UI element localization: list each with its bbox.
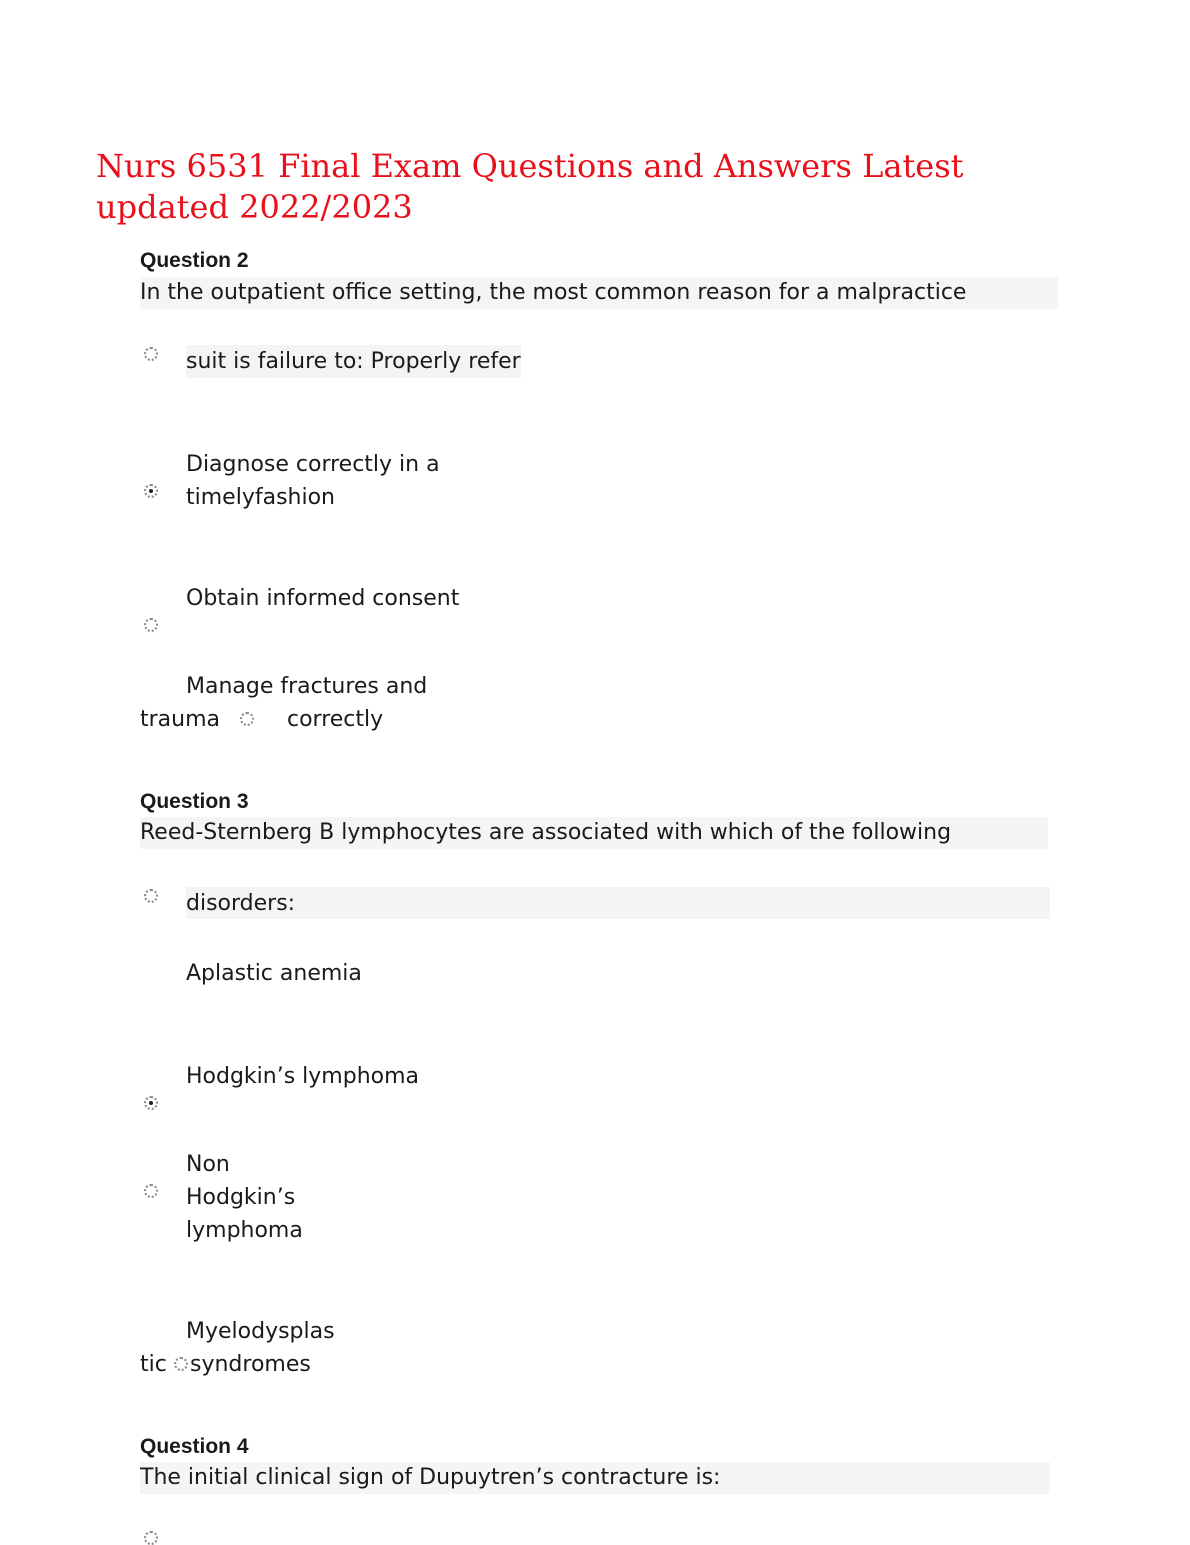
- q3-option-5-label-line1: Myelodysplas: [186, 1319, 335, 1344]
- q2-option-1-radio[interactable]: [144, 347, 158, 361]
- q2-option-4-label-line1: Manage fractures and: [186, 674, 428, 699]
- q3-option-2-label: Aplastic anemia: [186, 961, 362, 986]
- q3-option-5-label-line3: syndromes: [190, 1352, 311, 1377]
- q2-option-3-radio[interactable]: [144, 618, 158, 632]
- q3-option-3-radio[interactable]: [144, 1096, 158, 1110]
- q2-option-4-radio[interactable]: [240, 712, 254, 726]
- document-title: Nurs 6531 Final Exam Questions and Answers Latest updated 2022/2023: [96, 147, 964, 226]
- q3-option-3-label: Hodgkin’s lymphoma: [186, 1064, 420, 1089]
- question-3-heading: Question 3: [140, 790, 249, 813]
- q4-option-1-radio[interactable]: [144, 1531, 158, 1545]
- q3-option-5-radio[interactable]: [174, 1357, 188, 1371]
- question-2-text: In the outpatient office setting, the most common reason for a malpractice: [140, 277, 1058, 309]
- question-4-heading: Question 4: [140, 1435, 249, 1458]
- q2-option-2-label-line2: timelyfashion: [186, 485, 335, 510]
- q3-option-5-label-line2: tic: [140, 1352, 167, 1377]
- q2-option-4-label-line2: trauma: [140, 707, 221, 732]
- question-2-heading: Question 2: [140, 249, 249, 272]
- q2-option-2-label-line1: Diagnose correctly in a: [186, 452, 440, 477]
- question-3-text: Reed-Sternberg B lymphocytes are associated with which of the following: [140, 817, 1048, 849]
- question-4-text: The initial clinical sign of Dupuytren’s contracture is:: [140, 1462, 1050, 1494]
- q3-option-4-label-line3: lymphoma: [186, 1218, 303, 1243]
- q3-option-4-label-line1: Non: [186, 1152, 230, 1177]
- q2-option-4-label-line3: correctly: [287, 707, 384, 732]
- q2-option-1-label: suit is failure to: Properly refer: [186, 345, 521, 378]
- q2-option-3-label: Obtain informed consent: [186, 586, 460, 611]
- q3-option-4-label-line2: Hodgkin’s: [186, 1185, 296, 1210]
- q3-option-1-radio[interactable]: [144, 889, 158, 903]
- q3-option-1-label: disorders:: [186, 887, 1050, 919]
- q2-option-2-radio[interactable]: [144, 484, 158, 498]
- q3-option-4-radio[interactable]: [144, 1184, 158, 1198]
